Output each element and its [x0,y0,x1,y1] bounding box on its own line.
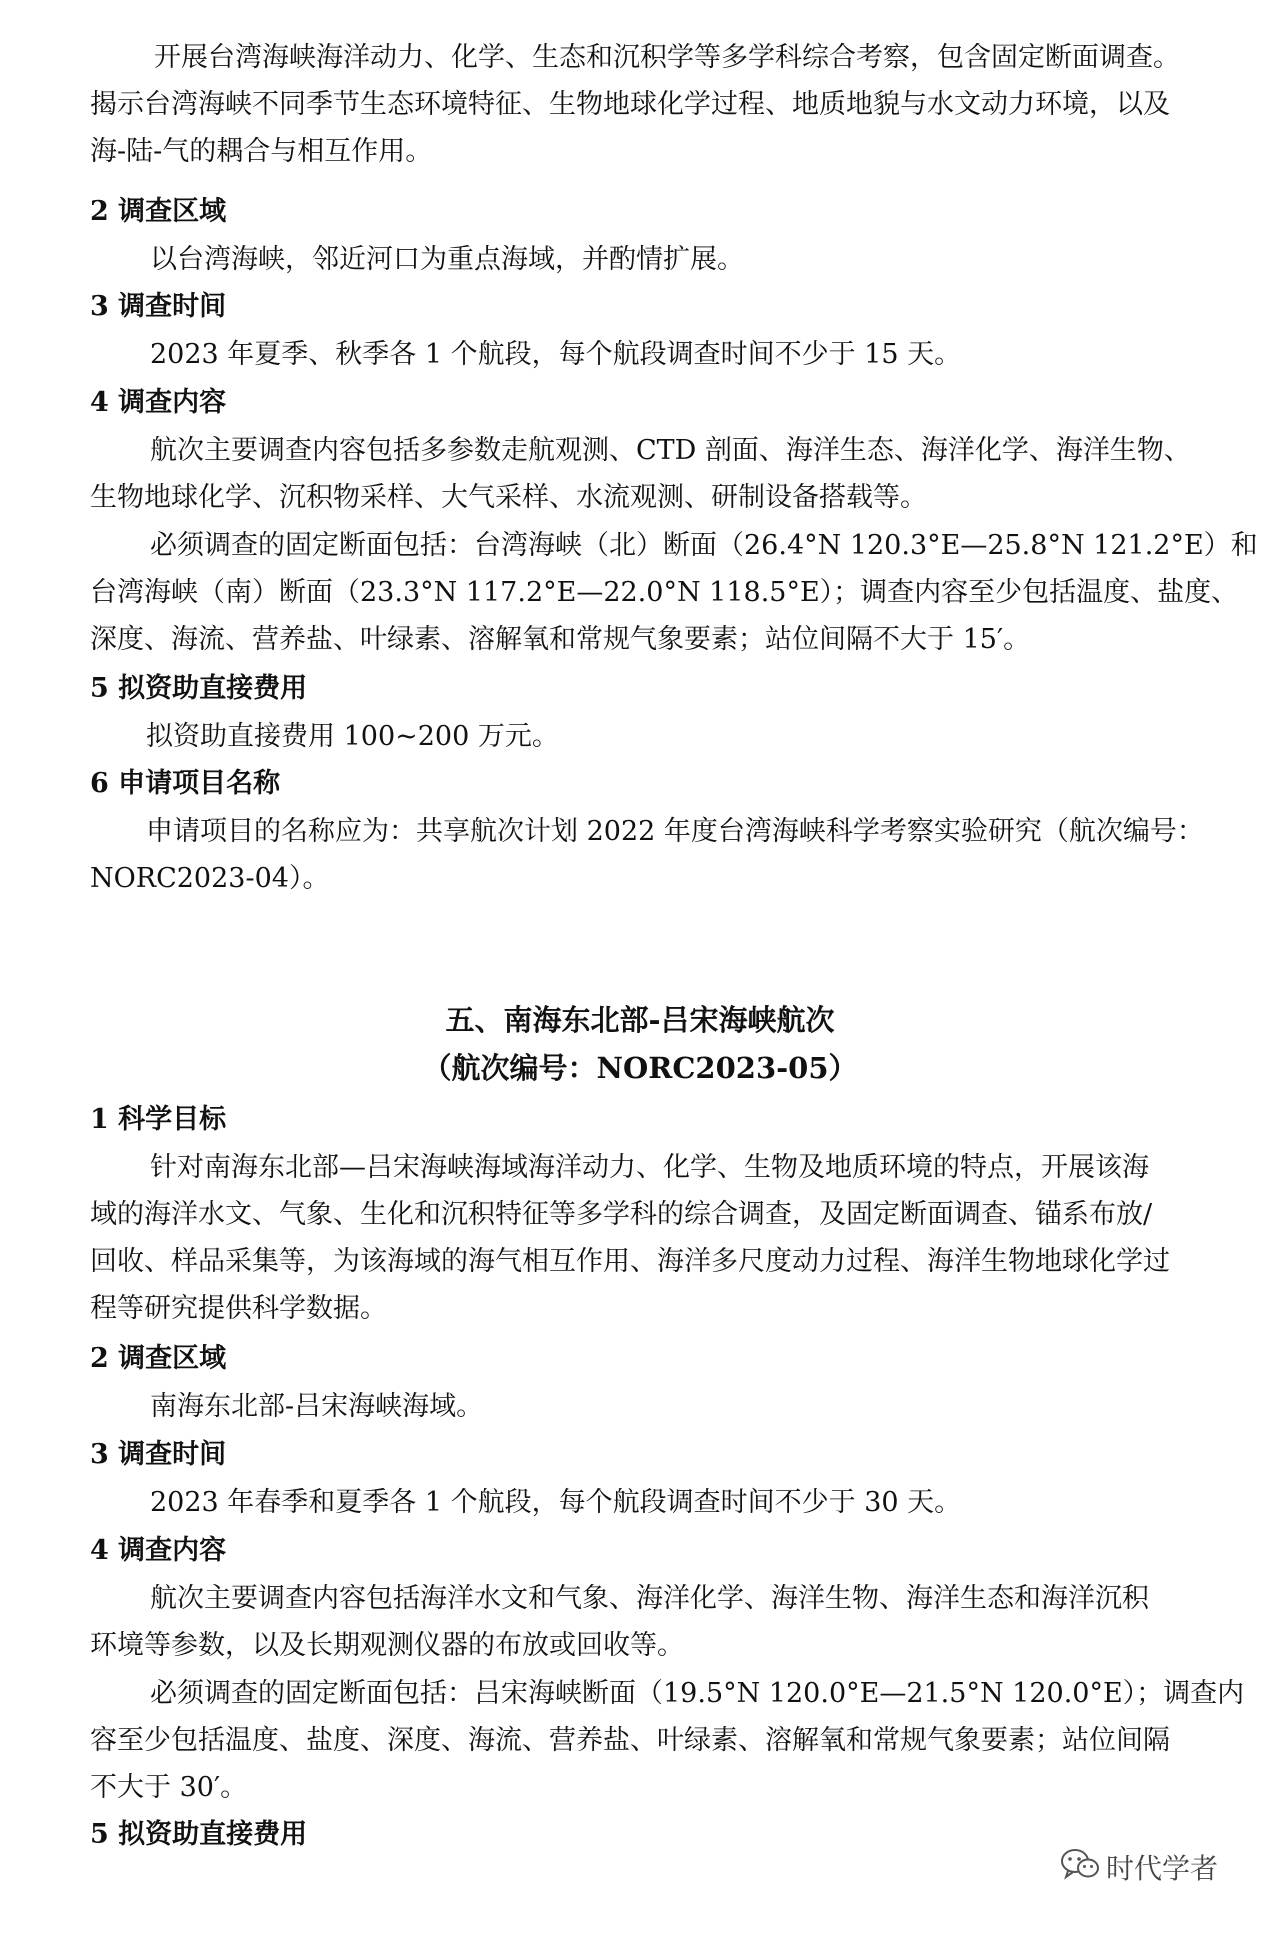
s5-area-text: 南海东北部-吕宋海峡海域。 [150,1391,484,1422]
s4-intro-paragraph: 开展台湾海峡海洋动力、化学、生态和沉积学等多学科综合考察，包含固定断面调查。 揭示台湾海峡不同季节生态环境特征、生物地球化学过程、地质地貌与水文动力环境，以及 海-陆-气的耦合与相互作用。 [90,42,1180,167]
s5-time-text: 2023 年春季和夏季各 1 个航段，每个航段调查时间不少于 30 天。 [150,1487,962,1518]
watermark [1060,1847,1218,1887]
s4-content-paragraph-1: 航次主要调查内容包括多参数走航观测、CTD 剖面、海洋生态、海洋化学、海洋生物、 生物地球化学、沉积物采样、大气采样、水流观测、研制设备搭载等。 [90,435,1191,513]
s5-goal-paragraph: 针对南海东北部—吕宋海峡海域海洋动力、化学、生物及地质环境的特点，开展该海 域的海洋水文、气象、生化和沉积特征等多学科的综合调查，及固定断面调查、锚系布放/ 回收、样品采集等，为该海域的海气相互作用、海洋多尺度动力过程、海洋生物地球化学过 程等研究提供科学数据。 [90,1152,1170,1324]
s4-fee-text: 拟资助直接费用 100~200 万元。 [146,721,559,752]
s5-heading-time: 3 调查时间 [90,1439,227,1470]
s4-area-text: 以台湾海峡，邻近河口为重点海域，并酌情扩展。 [150,244,744,275]
s4-heading-fee: 5 拟资助直接费用 [90,673,308,704]
s5-heading-area: 2 调查区域 [90,1343,227,1374]
s5-content-paragraph-2: 必须调查的固定断面包括：吕宋海峡断面（19.5°N 120.0°E—21.5°N 120.0°E）；调查内 容至少包括温度、盐度、深度、海流、营养盐、叶绿素、溶解氧和常规气象要素；站位间隔 不大于 30′。 [90,1678,1245,1803]
s5-heading-goal: 1 科学目标 [90,1104,227,1135]
s4-heading-area: 2 调查区域 [90,196,227,227]
watermark-text: 时代学者 [1106,1852,1219,1885]
s4-heading-time: 3 调查时间 [90,291,227,322]
s4-heading-content: 4 调查内容 [90,387,227,418]
wechat-icon [1060,1847,1100,1888]
section-5-subtitle: （航次编号：NORC2023-05） [422,1051,858,1085]
s5-content-paragraph-1: 航次主要调查内容包括海洋水文和气象、海洋化学、海洋生物、海洋生态和海洋沉积 环境等参数，以及长期观测仪器的布放或回收等。 [90,1583,1149,1661]
section-5-title: 五、南海东北部-吕宋海峡航次 [445,1003,835,1037]
s4-name-paragraph: 申请项目的名称应为：共享航次计划 2022 年度台湾海峡科学考察实验研究（航次编号： NORC2023-04）。 [90,816,1204,894]
s5-heading-content: 4 调查内容 [90,1535,227,1566]
s4-time-text: 2023 年夏季、秋季各 1 个航段，每个航段调查时间不少于 15 天。 [150,339,962,370]
s4-content-paragraph-2: 必须调查的固定断面包括：台湾海峡（北）断面（26.4°N 120.3°E—25.8°N 121.2°E）和 台湾海峡（南）断面（23.3°N 117.2°E—22.0°N 118.5°E）；调查内容至少包括温度、盐度、 深度、海流、营养盐、叶绿素、溶解氧和常规气象要素；站位间隔不大于 15′。 [90,530,1258,655]
s4-heading-name: 6 申请项目名称 [90,768,281,799]
s5-heading-fee: 5 拟资助直接费用 [90,1819,308,1850]
